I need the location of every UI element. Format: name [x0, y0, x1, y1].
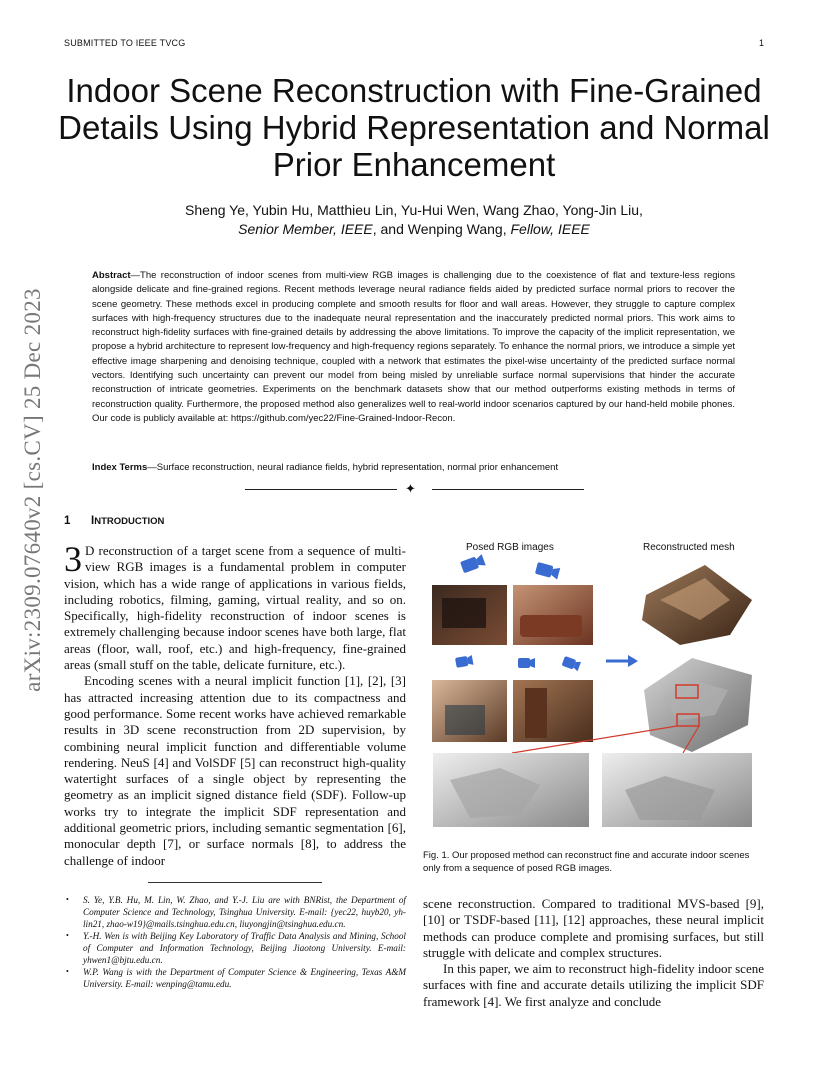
index-terms-label: Index Terms — [92, 462, 148, 473]
figure-graphic — [430, 540, 766, 840]
index-terms — [92, 461, 735, 475]
camera-icon — [535, 562, 560, 580]
abstract-label: Abstract — [92, 270, 131, 281]
figure-label-posed-images: Posed RGB images — [466, 542, 554, 553]
paragraph-in-this-paper: In this paper, we aim to reconstruct high-fidelity indoor scene surfaces with fine and accurate details utilizing the implicit SDF framework [4]. We first analyze and conclude — [423, 961, 764, 1009]
footnotes — [64, 894, 406, 990]
footnote-rule — [148, 882, 322, 883]
author-fellow-title: Fellow, IEEE — [510, 221, 590, 237]
section-heading — [64, 515, 164, 527]
footnote-bullet: • — [66, 967, 69, 976]
figure-1 — [430, 540, 766, 840]
body-column-right — [423, 896, 764, 1010]
camera-icon — [455, 655, 473, 668]
camera-icon — [460, 554, 486, 573]
abstract — [92, 269, 735, 426]
drop-cap: 3 — [64, 539, 82, 579]
camera-icon — [562, 656, 581, 671]
footnote-text: Y.-H. Wen is with Beijing Key Laboratory of Traffic Data Analysis and Mining, School of Computer and Information Technology, Beijing Jiaotong University. E-mail: yhwen1@bjtu.edu.cn. — [83, 931, 406, 965]
arrow-right-icon — [606, 655, 638, 667]
paper-title: Indoor Scene Reconstruction with Fine-Grained Details Using Hybrid Representation and Normal Prior Enhancement — [58, 72, 770, 183]
footnote-bullet: • — [66, 931, 69, 940]
section-title-rest: NTRODUCTION — [94, 516, 165, 527]
authors-line-1: Sheng Ye, Yubin Hu, Matthieu Lin, Yu-Hui Wen, Wang Zhao, Yong-Jin Liu, — [185, 202, 643, 218]
footnote-text: S. Ye, Y.B. Hu, M. Lin, W. Zhao, and Y.-J. Liu are with BNRist, the Department of Computer Science and Technology, Tsinghua University. E-mail: {yec22, huyb20, yh-lin21, zhao-w19}@mails.tsinghua.edu.cn, liuyongjin@tsinghua.edu.cn. — [83, 895, 406, 929]
arxiv-stamp-text: arXiv:2309.07640v2 [cs.CV] 25 Dec 2023 — [20, 288, 45, 692]
authors-joiner: , and Wenping Wang, — [372, 221, 511, 237]
author-list — [60, 201, 768, 239]
footnote-text: W.P. Wang is with the Department of Computer Science & Engineering, Texas A&M University. E-mail: wenping@tamu.edu. — [83, 967, 406, 989]
footnote-item — [64, 930, 406, 966]
footnote-item — [64, 966, 406, 990]
footnote-item — [64, 894, 406, 930]
index-terms-text: —Surface reconstruction, neural radiance fields, hybrid representation, normal prior enhancement — [147, 462, 559, 473]
arxiv-side-stamp — [20, 270, 48, 710]
section-number: 1 — [64, 515, 71, 527]
separator-star-icon: ✦ — [405, 481, 416, 496]
running-head: SUBMITTED TO IEEE TVCG — [64, 38, 186, 48]
camera-icon — [518, 658, 535, 668]
footnote-bullet: • — [66, 895, 69, 904]
author-senior-title: Senior Member, IEEE — [238, 221, 373, 237]
paragraph-continued: scene reconstruction. Compared to traditional MVS-based [9], [10] or TSDF-based [11], [12] approaches, these neural implicit methods can produce complete and promising surfaces, but still struggle with delicate and complex structures. — [423, 896, 764, 960]
separator-rule-left — [245, 489, 397, 490]
page-number: 1 — [758, 38, 764, 48]
paragraph-second: Encoding scenes with a neural implicit function [1], [2], [3] has attracted increasing attention due to its compactness and good performance. Some recent works have achieved remarkable results in 3D scene reconstruction from 2D supervision, by combining neural implicit function and differentiable volume rendering. NeuS [4] and VolSDF [5] can reconstruct high-quality watertight surfaces of a single object by representing the geometry as an implicit signed distance field (SDF). Follow-up works try to integrate the implicit SDF representation and additional geometric priors, including semantic segmentation [6], monocular depth [7], or surface normals [8], to address the challenge of indoor — [64, 673, 406, 868]
abstract-text: —The reconstruction of indoor scenes from multi-view RGB images is challenging due to the coexistence of flat and texture-less regions alongside delicate and fine-grained regions. Recent methods leverage neural radiance fields aided by predicted surface normal priors to recover the scene geometry. These methods excel in producing complete and smooth results for floor and wall areas. However, they struggle to capture complex surfaces with high-frequency structures due to the inadequate neural representation and the inaccurately predicted normal priors. This work aims to reconstruct high-fidelity surfaces with fine-grained details by addressing the above limitations. To improve the capacity of the implicit representation, we propose a hybrid architecture to represent low-frequency and high-frequency regions separately. To enhance the normal priors, we introduce a simple yet effective image sharpening and denoising technique, coupled with a network that estimates the pixel-wise uncertainty of the predicted surface normal vectors. Identifying such uncertainty can prevent our model from being misled by unreliable surface normal supervisions that hinder the accurate reconstruction of intricate geometries. Experiments on the benchmark datasets show that our method outperforms existing methods in terms of reconstruction quality. Furthermore, the proposed method also generalizes well to real-world indoor scenarios captured by our hand-held mobile phones. Our code is publicly available at: https://github.com/yec22/Fine-Grained-Indoor-Recon. — [92, 270, 735, 424]
paragraph-intro — [64, 539, 406, 673]
figure-caption: Fig. 1. Our proposed method can reconstruct fine and accurate indoor scenes only from a sequence of posed RGB images. — [423, 850, 750, 874]
separator-rule-right — [432, 489, 584, 490]
section-title-initial: I — [91, 515, 95, 527]
reconstructed-mesh-geometry — [644, 658, 752, 752]
reconstructed-mesh-textured — [642, 565, 752, 645]
figure-label-reconstructed-mesh: Reconstructed mesh — [643, 542, 735, 553]
paragraph-intro-text: D reconstruction of a target scene from a sequence of multi-view RGB images is a fundamental problem in computer vision, which has a wide range of applications in various fields, including robotics, filming, gaming, virtual reality, and so on. Specifically, high-fidelity reconstruction of indoor scenes is extremely challenging because indoor scenes have both large, flat areas (floor, wall, roof, etc.) and high-frequency, fine-grained areas (small stuff on the table, delicate furniture, etc.). — [64, 543, 406, 673]
body-column-left — [64, 539, 406, 869]
